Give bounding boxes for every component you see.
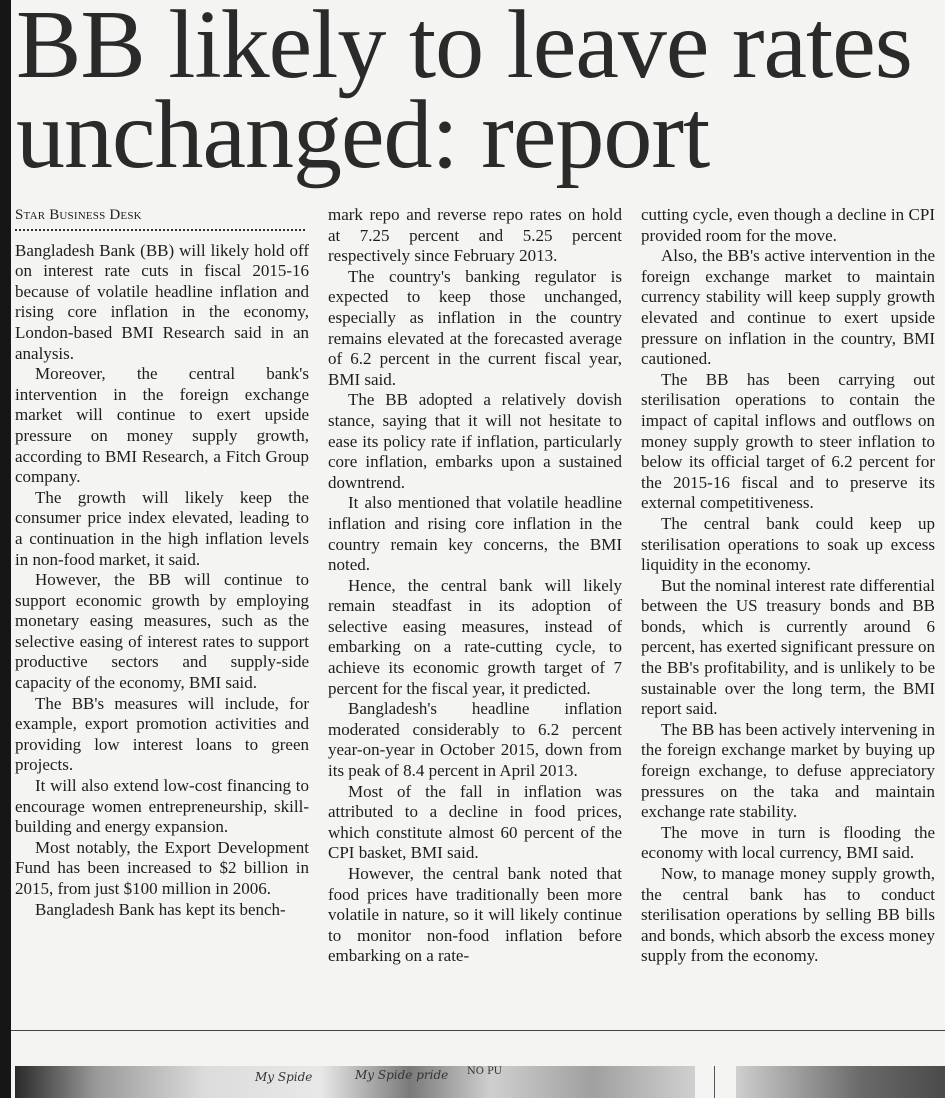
column-divider [714,1066,715,1098]
paragraph: The BB adopted a relatively dovish stance, saying that it will not hesitate to ease its policy rate if inflation, particularly core inflation, embarks upon a sustained downtrend. [328,390,622,492]
paragraph: However, the BB will continue to support economic growth by employing monetary easing measures, such as the selective easing of interest rates to support productive sectors and supply-side capacity of the economy, BMI said. [15,570,309,693]
paragraph: The central bank could keep up sterilisation operations to soak up excess liquidity in the economy. [641,513,935,575]
paragraph: Most notably, the Export Development Fund has been increased to $2 billion in 2015, from just $100 million in 2006. [15,837,309,898]
photo-sign-text: My Spide [255,1070,313,1084]
paragraph: Bangladesh Bank has kept its bench- [35,899,286,919]
section-divider [11,1030,945,1031]
paragraph: Also, the BB's active intervention in the foreign exchange market to maintain currency stability will keep supply growth elevated and continue to exert upside pressure on inflation in the country, BMI cautioned. [641,246,935,369]
paragraph: Bangladesh Bank (BB) will likely hold off on interest rate cuts in fiscal 2015-16 because of volatile headline inflation and rising core inflation in the economy, London-based BMI Research said in an analysis. [15,240,309,363]
byline-dotted-rule [15,229,305,231]
news-photo [15,1066,695,1098]
news-photo [736,1066,945,1098]
paragraph: The growth will likely keep the consumer price index elevated, leading to a continuation in the high inflation levels in non-food market, it said. [15,487,309,569]
paragraph: cutting cycle, even though a decline in CPI provided room for the move. [641,205,935,245]
photo-sign-text: My Spide pride [355,1068,449,1082]
paragraph: It will also extend low-cost financing to encourage women entrepreneurship, skill-building and energy expansion. [15,776,309,837]
article-column-1 [15,205,309,920]
page-edge-bar [0,0,11,1098]
paragraph: Hence, the central bank will likely remain steadfast in its adoption of selective easing measures, instead of embarking on a rate-cutting cycle, to achieve its economic growth target of 7 percent for the fiscal year, it predicted. [328,575,622,698]
paragraph: Most of the fall in inflation was attributed to a decline in food prices, which constitute almost 60 percent of the CPI basket, BMI said. [328,781,622,863]
paragraph: The move in turn is flooding the economy with local currency, BMI said. [641,822,935,863]
paragraph: It also mentioned that volatile headline inflation and rising core inflation in the country remain key concerns, the BMI noted. [328,493,622,575]
paragraph: Moreover, the central bank's intervention in the foreign exchange market will continue to exert upside pressure on money supply growth, according to BMI Research, a Fitch Group company. [15,364,309,487]
paragraph: The country's banking regulator is expected to keep those unchanged, especially as inflation in the country remains elevated at the forecasted average of 6.2 percent in the current fiscal year, BMI said. [328,266,622,389]
paragraph: Now, to manage money supply growth, the central bank has to conduct sterilisation operations by selling BB bills and bonds, which absorb the excess money supply from the economy. [641,864,935,966]
byline: Star Business Desk [15,207,142,223]
paragraph: Bangladesh's headline inflation moderated considerably to 6.2 percent year-on-year in October 2015, down from its peak of 8.4 percent in April 2013. [328,699,622,781]
article-column-3 [641,205,935,967]
paragraph: The BB's measures will include, for example, export promotion activities and providing low interest loans to green projects. [15,693,309,775]
paragraph: However, the central bank noted that food prices have traditionally been more volatile in nature, so it will likely continue to monitor non-food inflation before embarking on a rate- [328,864,622,966]
photo-sign-text: NO PU [467,1066,503,1077]
paragraph: But the nominal interest rate differential between the US treasury bonds and BB bonds, which is currently around 6 percent, has exerted significant pressure on the BB's profitability, and is unlikely to be sustainable over the long term, the BMI report said. [641,575,935,719]
photo-strip [11,1066,945,1098]
paragraph: mark repo and reverse repo rates on hold at 7.25 percent and 5.25 percent respectively since February 2013. [328,205,622,266]
headline: BB likely to leave rates unchanged: report [16,0,912,189]
article-column-2 [328,205,622,967]
paragraph: The BB has been actively intervening in the foreign exchange market by buying up foreign exchange, to defuse appreciatory pressures on the taka and maintain exchange rate stability. [641,719,935,822]
paragraph: The BB has been carrying out sterilisation operations to contain the impact of capital inflows and outflows on money supply growth to steer inflation to below its official target of 6.2 percent for the 2015-16 fiscal and to preserve its external competitiveness. [641,369,935,513]
